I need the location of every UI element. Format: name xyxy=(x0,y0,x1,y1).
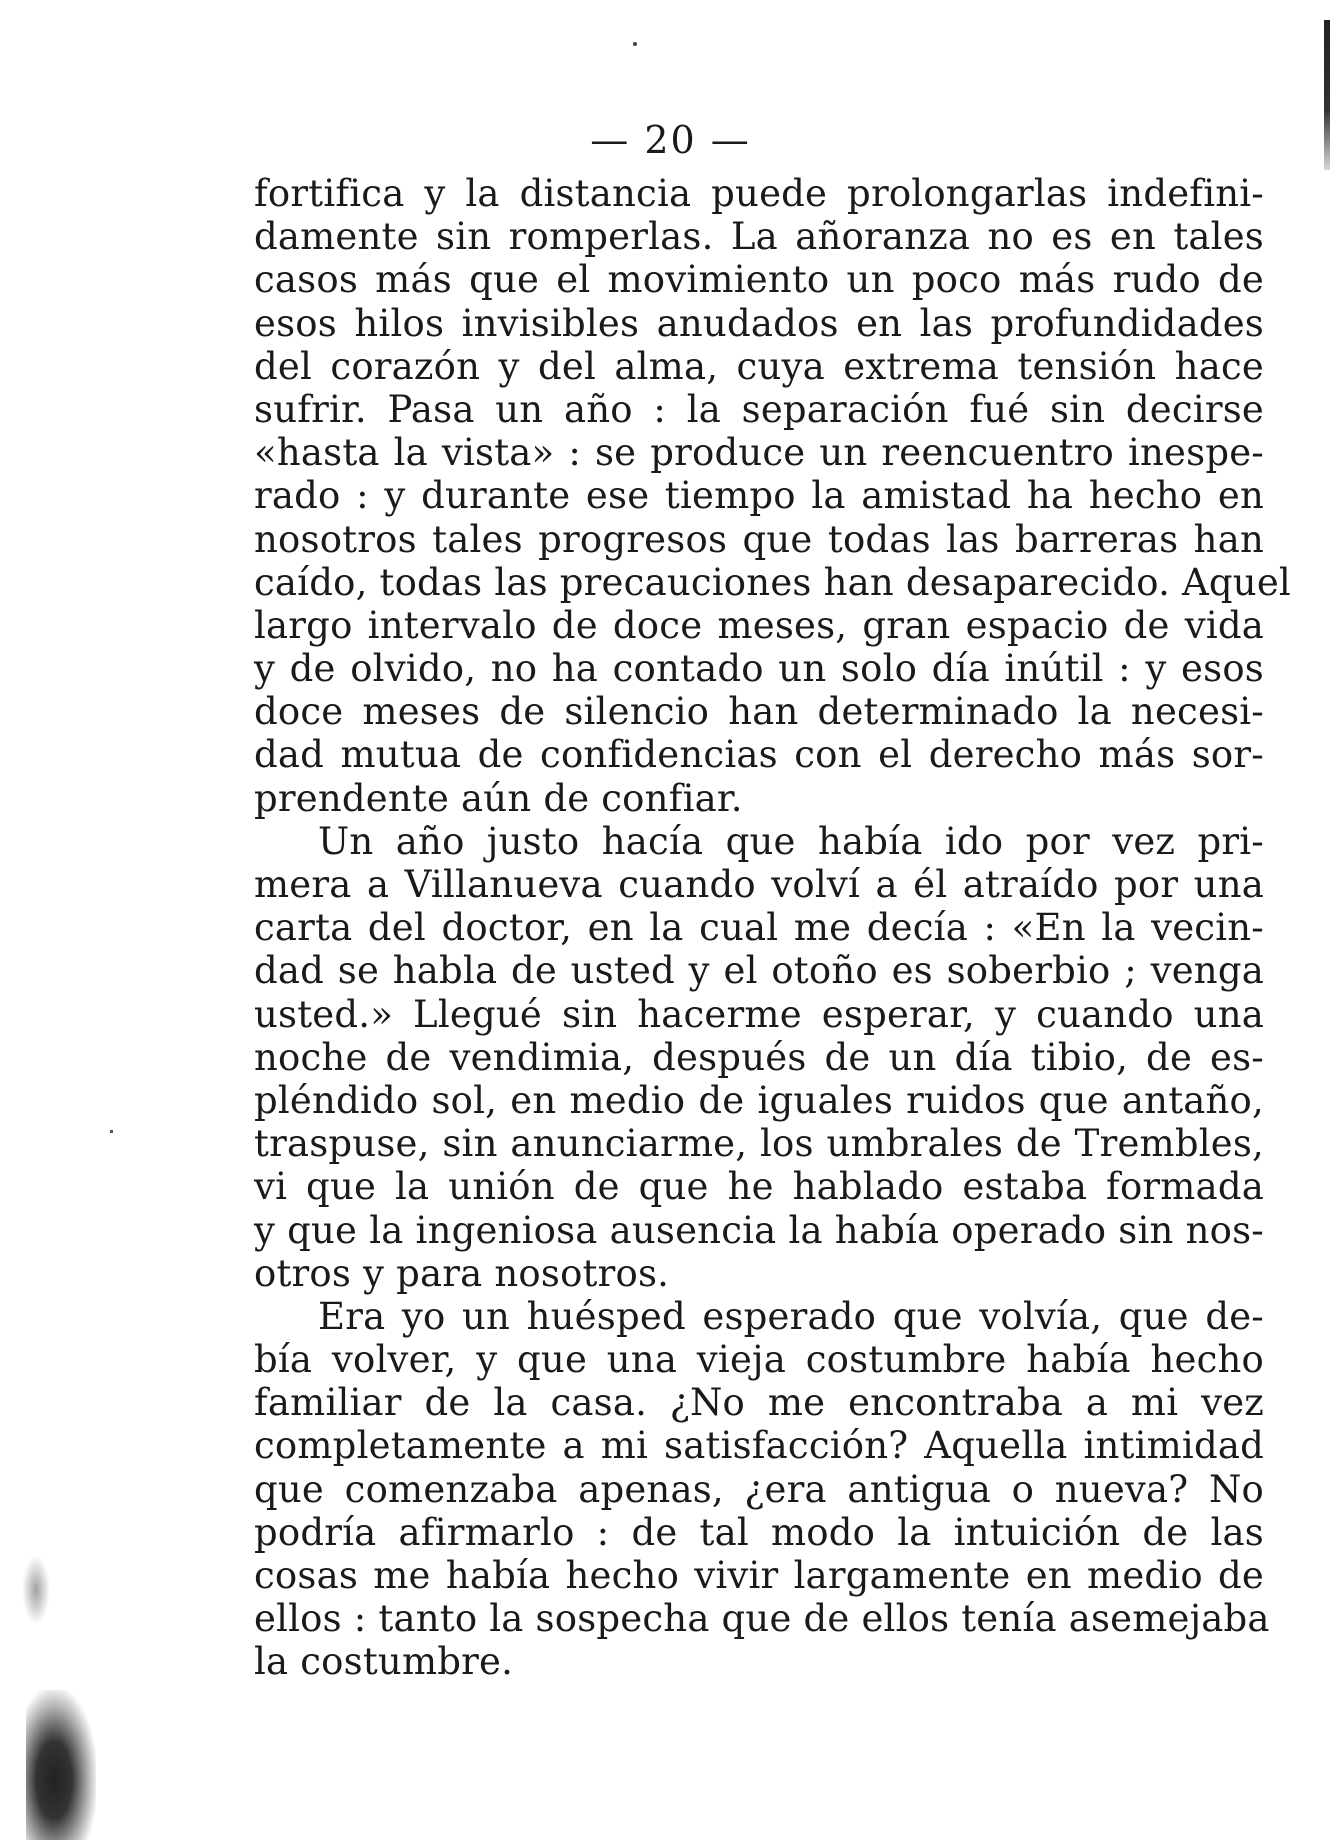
text-line: Un año justo hacía que había ido por vez pri- xyxy=(318,819,1264,863)
text-line: caído, todas las precauciones han desaparecido. Aquel xyxy=(254,560,1291,604)
page-number: — 20 — xyxy=(590,118,751,162)
text-line: noche de vendimia, después de un día tibio, de es- xyxy=(254,1035,1264,1079)
text-line: la costumbre. xyxy=(254,1640,514,1684)
text-line: traspuse, sin anunciarme, los umbrales de Trembles, xyxy=(254,1122,1264,1166)
text-line: esos hilos invisibles anudados en las profundidades xyxy=(254,301,1264,345)
text-line: «hasta la vista» : se produce un reencuentro inespe- xyxy=(254,431,1264,475)
body-text xyxy=(254,172,1291,1684)
text-line: y que la ingeniosa ausencia la había operado sin nos- xyxy=(254,1208,1264,1252)
text-line: vi que la unión de que he hablado estaba formada xyxy=(254,1165,1264,1209)
text-line: podría afirmarlo : de tal modo la intuición de las xyxy=(254,1510,1264,1554)
text-line: cosas me había hecho vivir largamente en medio de xyxy=(254,1554,1264,1597)
text-line: mera a Villanueva cuando volví a él atraído por una xyxy=(254,863,1264,906)
text-line: prendente aún de confiar. xyxy=(254,776,743,820)
text-line: doce meses de silencio han determinado la necesi- xyxy=(254,690,1264,734)
text-line: ellos : tanto la sospecha que de ellos tenía asemejaba xyxy=(254,1597,1270,1641)
text-line: usted.» Llegué sin hacerme esperar, y cuando una xyxy=(254,992,1264,1036)
text-line: familiar de la casa. ¿No me encontraba a mi vez xyxy=(254,1381,1264,1425)
text-line: sufrir. Pasa un año : la separación fué sin decirse xyxy=(254,387,1264,431)
scan-smudge xyxy=(22,1555,50,1625)
text-line: del corazón y del alma, cuya extrema tensión hace xyxy=(254,344,1264,388)
text-line: dad se habla de usted y el otoño es soberbio ; venga xyxy=(254,949,1264,993)
text-line: otros y para nosotros. xyxy=(254,1251,670,1295)
text-line: completamente a mi satisfacción? Aquella intimidad xyxy=(254,1424,1264,1468)
text-line: dad mutua de confidencias con el derecho más sor- xyxy=(254,733,1264,777)
text-line: que comenzaba apenas, ¿era antigua o nueva? No xyxy=(254,1467,1264,1511)
text-line: fortifica y la distancia puede prolongarlas indefini- xyxy=(254,172,1264,215)
text-line: rado : y durante ese tiempo la amistad ha hecho en xyxy=(254,474,1264,518)
scan-speck xyxy=(633,42,637,46)
text-line: Era yo un huésped esperado que volvía, que de- xyxy=(318,1294,1264,1338)
scan-smudge-bottom xyxy=(26,1690,96,1840)
text-line: carta del doctor, en la cual me decía : «En la vecin- xyxy=(254,906,1264,950)
text-line: largo intervalo de doce meses, gran espacio de vida xyxy=(254,603,1264,647)
scan-speck-left xyxy=(110,1130,113,1133)
text-line: damente sin romperlas. La añoranza no es en tales xyxy=(254,215,1264,259)
text-line: nosotros tales progresos que todas las barreras han xyxy=(254,517,1264,561)
text-line: pléndido sol, en medio de iguales ruidos que antaño, xyxy=(254,1078,1264,1122)
text-line: y de olvido, no ha contado un solo día inútil : y esos xyxy=(254,647,1264,691)
text-line: bía volver, y que una vieja costumbre había hecho xyxy=(254,1338,1264,1382)
text-line: casos más que el movimiento un poco más rudo de xyxy=(254,258,1264,302)
